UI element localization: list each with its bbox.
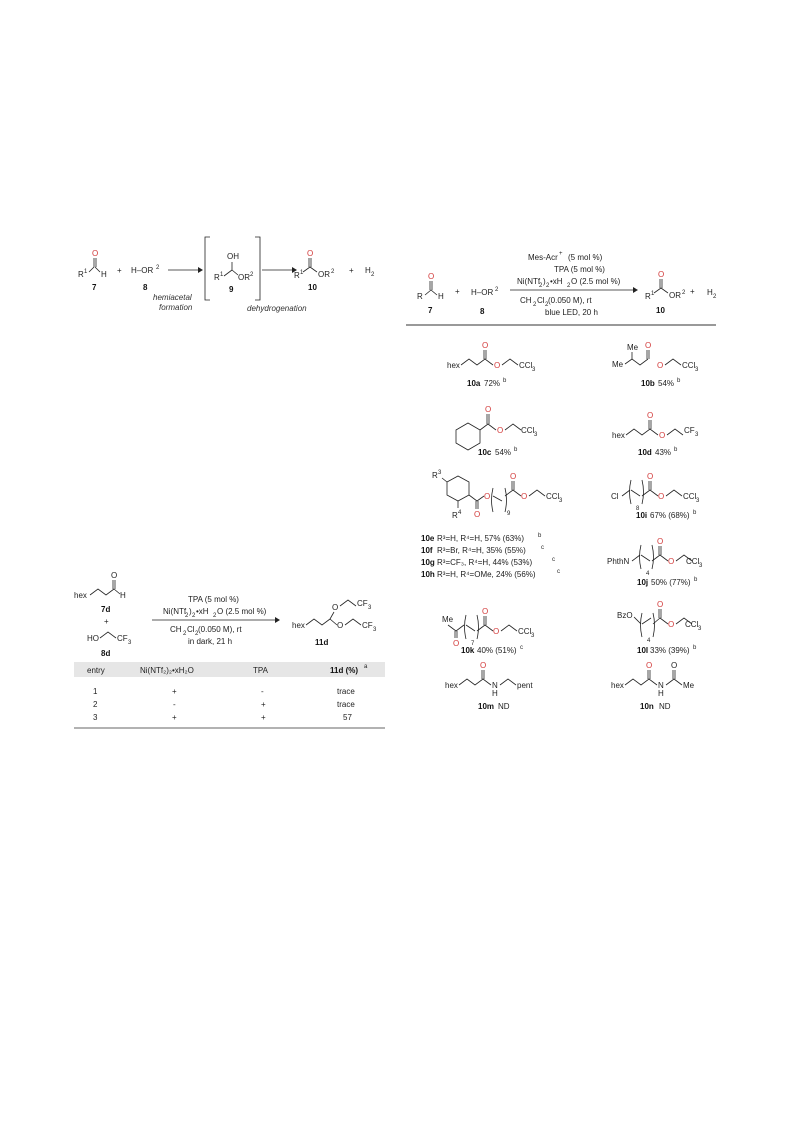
hex-label: hex xyxy=(612,431,625,440)
id-10c: 10c xyxy=(478,448,492,457)
s3-cond1c: (0.050 M), rt xyxy=(198,625,242,634)
ccl3: CCl xyxy=(519,361,533,370)
pent-label: pent xyxy=(517,681,533,690)
carbonyl-o-2: O xyxy=(510,472,517,481)
id-10e: 10e xyxy=(421,534,435,543)
scheme-3 xyxy=(74,571,377,658)
s3-sm-h: H xyxy=(120,591,126,600)
step1-line1: hemiacetal xyxy=(153,293,192,302)
s2-plus: + xyxy=(455,287,460,296)
s2-cond1c: (0.050 M), rt xyxy=(548,296,592,305)
label-7: 7 xyxy=(92,283,97,292)
ester-r: R xyxy=(294,271,300,280)
carbonyl-o: O xyxy=(657,600,664,609)
note-10j: b xyxy=(694,577,698,583)
carbonyl-o: O xyxy=(657,537,664,546)
bracket-left xyxy=(205,237,210,300)
s3-reagent2-sub1: 2 xyxy=(185,613,189,619)
s3-reagent2d: O (2.5 mol %) xyxy=(217,607,267,616)
aldehyde-h: H xyxy=(101,270,107,279)
note-10l: b xyxy=(693,645,697,651)
bracket-right xyxy=(255,237,260,300)
hemi-sup: 1 xyxy=(220,272,224,278)
sub-8: 8 xyxy=(636,506,640,512)
id-10g: 10g xyxy=(421,558,435,567)
s3-prod-cf3b-sub: 3 xyxy=(373,627,377,633)
s3-cond1: CH xyxy=(170,625,182,634)
table-row xyxy=(93,700,355,709)
row3-tpa: + xyxy=(261,713,266,722)
carbonyl-o: O xyxy=(646,661,653,670)
s2-label-10: 10 xyxy=(656,306,665,315)
product-10d xyxy=(612,411,699,457)
h2: H xyxy=(365,266,371,275)
note-10f: c xyxy=(541,545,544,551)
s2-alcohol: H–OR xyxy=(471,288,494,297)
id-10m: 10m xyxy=(478,702,495,711)
sub-4: 4 xyxy=(647,638,651,644)
s2-prod-r-sup: 1 xyxy=(651,291,655,297)
plus-1: + xyxy=(117,266,122,275)
sm1-h: H xyxy=(438,292,444,301)
ccl3: CCl xyxy=(683,492,697,501)
nh-label: H xyxy=(658,689,664,698)
s3-prod-hex: hex xyxy=(292,621,305,630)
ccl3-sub: 3 xyxy=(534,432,538,438)
ketone-o: O xyxy=(453,639,460,648)
s2-reagent3: Ni(NTf xyxy=(517,277,541,286)
yield-10c: 54% xyxy=(495,448,512,457)
s3-sm-hex: hex xyxy=(74,591,87,600)
ccl3-sub: 3 xyxy=(695,367,699,373)
ester-o: O xyxy=(494,361,501,370)
product-10l xyxy=(617,600,702,655)
ccl3-sub: 3 xyxy=(696,498,700,504)
s3-reagent2c: •xH xyxy=(196,607,209,616)
ester-o: O xyxy=(493,627,500,636)
carbonyl-o: O xyxy=(480,661,487,670)
ester-o: O xyxy=(668,620,675,629)
ccl3: CCl xyxy=(518,627,532,636)
ester-o: O xyxy=(497,426,504,435)
product-10j xyxy=(607,537,703,587)
aldehyde-r: R xyxy=(78,270,84,279)
s3-reagent2b: ) xyxy=(189,607,192,616)
s2-reagent3b: ) xyxy=(543,277,546,286)
row3-yield: 57 xyxy=(343,713,352,722)
s3-reagent1: TPA (5 mol %) xyxy=(188,595,239,604)
yield-10i: 67% (68%) xyxy=(650,511,690,520)
nh-label: H xyxy=(492,689,498,698)
hemiacetal-9 xyxy=(214,252,254,294)
s2-prod-or-sup: 2 xyxy=(682,290,686,296)
id-10k: 10k xyxy=(461,646,475,655)
ester-or-sup: 2 xyxy=(331,269,335,275)
yield-10l: 33% (39%) xyxy=(650,646,690,655)
s3-prod-cf3b: CF xyxy=(362,621,373,630)
cf3: CF xyxy=(684,426,695,435)
sub-7: 7 xyxy=(471,641,475,647)
ccl3: CCl xyxy=(546,492,560,501)
sub-4: 4 xyxy=(646,571,650,577)
ester-o: O xyxy=(307,249,314,258)
r3-sup: 3 xyxy=(438,470,442,476)
yield-10m: ND xyxy=(498,702,510,711)
bzo-label: BzO xyxy=(617,611,633,620)
s3-cond1b: Cl xyxy=(187,625,195,634)
id-10f: 10f xyxy=(421,546,433,555)
text-10g: R³=CF₃, R⁴=H, 44% (53%) xyxy=(437,558,533,567)
s3-sm-o: O xyxy=(111,571,118,580)
scheme-1 xyxy=(78,237,375,313)
ester-10 xyxy=(294,249,335,292)
s2-h2: H xyxy=(707,288,713,297)
th-tpa: TPA xyxy=(253,666,268,675)
yield-10b: 54% xyxy=(658,379,675,388)
s3-label-8d: 8d xyxy=(101,649,111,658)
s3-cond1-sub1: 2 xyxy=(183,631,187,637)
alcohol-sup: 2 xyxy=(156,265,160,271)
product-10c xyxy=(456,405,538,457)
alcohol-8 xyxy=(131,265,160,292)
carbonyl-o: O xyxy=(485,405,492,414)
s2-label-7: 7 xyxy=(428,306,433,315)
h2-sub: 2 xyxy=(371,272,375,278)
hex-label: hex xyxy=(611,681,624,690)
hemi-or-sup: 2 xyxy=(250,272,254,278)
sm-aldehyde-7 xyxy=(417,272,444,315)
label-9: 9 xyxy=(229,285,234,294)
text-10h: R³=H, R⁴=OMe, 24% (56%) xyxy=(437,570,536,579)
yield-10n: ND xyxy=(659,702,671,711)
s3-label-11d: 11d xyxy=(315,638,329,647)
yield-10k: 40% (51%) xyxy=(477,646,517,655)
condition-table xyxy=(74,662,385,728)
yield-10d: 43% xyxy=(655,448,672,457)
s3-cond2: in dark, 21 h xyxy=(188,637,233,646)
me-label: Me xyxy=(683,681,695,690)
ccl3: CCl xyxy=(686,557,700,566)
s2-reagent1: Mes-Acr xyxy=(528,253,558,262)
s2-prod-r: R xyxy=(645,292,651,301)
ccl3: CCl xyxy=(685,620,699,629)
yield-10j: 50% (77%) xyxy=(651,578,691,587)
ccl3: CCl xyxy=(682,361,696,370)
scheme-2 xyxy=(406,251,717,325)
s3-prod-cf3a: CF xyxy=(357,599,368,608)
sm1-o: O xyxy=(428,272,435,281)
th-yield-note: a xyxy=(364,664,368,670)
note-10d: b xyxy=(674,447,678,453)
s2-alcohol-sup: 2 xyxy=(495,287,499,293)
cf3-sub: 3 xyxy=(695,432,699,438)
r4-label: R xyxy=(452,511,458,520)
text-10f: R³=Br, R⁴=H, 35% (55%) xyxy=(437,546,526,555)
s2-reagent3c: •xH xyxy=(550,277,563,286)
s3-reagent2: Ni(NTf xyxy=(163,607,187,616)
s3-reagent2-sub3: 2 xyxy=(213,613,217,619)
row3-entry: 3 xyxy=(93,713,98,722)
ester-o-2: O xyxy=(521,492,528,501)
s2-h2-sub: 2 xyxy=(713,294,717,300)
ccl3: CCl xyxy=(521,426,535,435)
id-10n: 10n xyxy=(640,702,654,711)
row2-tpa: + xyxy=(261,700,266,709)
ccl3-sub: 3 xyxy=(559,498,563,504)
sm1-r: R xyxy=(417,292,423,301)
s2-cond1: CH xyxy=(520,296,532,305)
note-10e: b xyxy=(538,533,542,539)
row1-tpa: - xyxy=(261,687,264,696)
me-label: Me xyxy=(442,615,454,624)
carbonyl-o: O xyxy=(647,411,654,420)
s3-sm2-ho: HO xyxy=(87,634,99,643)
s2-reagent3-sub2: 2 xyxy=(546,283,550,289)
ester-o: O xyxy=(658,492,665,501)
phthn-label: PhthN xyxy=(607,557,630,566)
cl-label: Cl xyxy=(611,492,619,501)
row2-yield: trace xyxy=(337,700,355,709)
row1-ni: + xyxy=(172,687,177,696)
ccl3-sub: 3 xyxy=(698,626,702,632)
step2-label: dehydrogenation xyxy=(247,304,307,313)
sub-9: 9 xyxy=(507,511,511,517)
th-entry: entry xyxy=(87,666,105,675)
id-10d: 10d xyxy=(638,448,652,457)
carbonyl-o: O xyxy=(645,341,652,350)
n-label: N xyxy=(658,681,664,690)
row3-ni: + xyxy=(172,713,177,722)
carbonyl-o-1: O xyxy=(474,510,481,519)
s2-cond1-sub2: 2 xyxy=(545,302,549,308)
ester-o-1: O xyxy=(484,492,491,501)
hemi-or: OR xyxy=(238,273,250,282)
s2-prod-o: O xyxy=(658,270,665,279)
hemi-r: R xyxy=(214,273,220,282)
s2-cond1-sub1: 2 xyxy=(533,302,537,308)
s2-reagent1-amt: (5 mol %) xyxy=(568,253,603,262)
s3-prod-o1: O xyxy=(332,603,339,612)
s2-cond1b: Cl xyxy=(537,296,545,305)
ccl3-sub: 3 xyxy=(531,633,535,639)
me-left: Me xyxy=(612,360,624,369)
label-10: 10 xyxy=(308,283,317,292)
s2-reagent3d: O (2.5 mol %) xyxy=(571,277,621,286)
hemi-oh: OH xyxy=(227,252,239,261)
s3-prod-cf3a-sub: 3 xyxy=(368,605,372,611)
s3-prod-o2: O xyxy=(337,621,344,630)
plus-2: + xyxy=(349,266,354,275)
n-label: N xyxy=(492,681,498,690)
note-10a: b xyxy=(503,378,507,384)
ester-o: O xyxy=(659,431,666,440)
product-10e-h xyxy=(421,470,563,579)
s2-prod-or: OR xyxy=(669,291,681,300)
ccl3-sub: 3 xyxy=(699,563,703,569)
product-10i xyxy=(611,472,700,520)
id-10j: 10j xyxy=(637,578,649,587)
alcohol-text: H–OR xyxy=(131,266,154,275)
aldehyde-o: O xyxy=(92,249,99,258)
ester-o: O xyxy=(668,557,675,566)
s3-label-7d: 7d xyxy=(101,605,111,614)
hex-label: hex xyxy=(445,681,458,690)
row1-entry: 1 xyxy=(93,687,98,696)
s2-cond2: blue LED, 20 h xyxy=(545,308,598,317)
note-10i: b xyxy=(693,510,697,516)
s2-reagent3-sub3: 2 xyxy=(567,283,571,289)
id-10h: 10h xyxy=(421,570,435,579)
s3-sm2-cf3-sub: 3 xyxy=(128,640,132,646)
s2-reagent1-charge: + xyxy=(559,251,563,257)
note-10h: c xyxy=(557,569,560,575)
note-10c: b xyxy=(514,447,518,453)
label-8: 8 xyxy=(143,283,148,292)
note-10k: c xyxy=(520,645,523,651)
product-10a xyxy=(447,341,536,388)
row2-entry: 2 xyxy=(93,700,98,709)
carbonyl-o: O xyxy=(647,472,654,481)
row1-yield: trace xyxy=(337,687,355,696)
product-10n xyxy=(611,661,695,711)
r3-label: R xyxy=(432,471,438,480)
ester-sup: 1 xyxy=(300,270,304,276)
th-ni: Ni(NTf₂)₂•xH₂O xyxy=(140,666,194,675)
id-10i: 10i xyxy=(636,511,648,520)
s3-sm2-cf3: CF xyxy=(117,634,128,643)
hex-label: hex xyxy=(447,361,460,370)
carbonyl-o: O xyxy=(482,607,489,616)
aldehyde-sup: 1 xyxy=(84,269,88,275)
s3-plus: + xyxy=(104,617,109,626)
id-10b: 10b xyxy=(641,379,655,388)
aldehyde-7 xyxy=(78,249,107,292)
note-10b: b xyxy=(677,378,681,384)
table-row xyxy=(93,713,352,722)
id-10a: 10a xyxy=(467,379,481,388)
r4-sup: 4 xyxy=(458,510,462,516)
me-top: Me xyxy=(627,343,639,352)
row2-ni: - xyxy=(173,700,176,709)
s2-label-8: 8 xyxy=(480,307,485,316)
s3-cond1-sub2: 2 xyxy=(195,631,199,637)
text-10e: R³=H, R⁴=H, 57% (63%) xyxy=(437,534,525,543)
step1-line2: formation xyxy=(159,303,193,312)
yield-10a: 72% xyxy=(484,379,501,388)
s2-reagent2: TPA (5 mol %) xyxy=(554,265,605,274)
product-10b xyxy=(612,341,699,388)
product-10k xyxy=(442,607,535,655)
amide-o: O xyxy=(671,661,678,670)
s3-reagent2-sub2: 2 xyxy=(192,613,196,619)
th-yield: 11d (%) xyxy=(330,666,359,675)
product-10m xyxy=(445,661,533,711)
id-10l: 10l xyxy=(637,646,649,655)
table-row xyxy=(93,687,355,696)
ester-o: O xyxy=(657,361,664,370)
s2-reagent3-sub1: 2 xyxy=(539,283,543,289)
ester-or: OR xyxy=(318,270,330,279)
note-10g: c xyxy=(552,557,555,563)
s2-plus2: + xyxy=(690,287,695,296)
ccl3-sub: 3 xyxy=(532,367,536,373)
carbonyl-o: O xyxy=(482,341,489,350)
s2-ester-10 xyxy=(645,270,686,315)
